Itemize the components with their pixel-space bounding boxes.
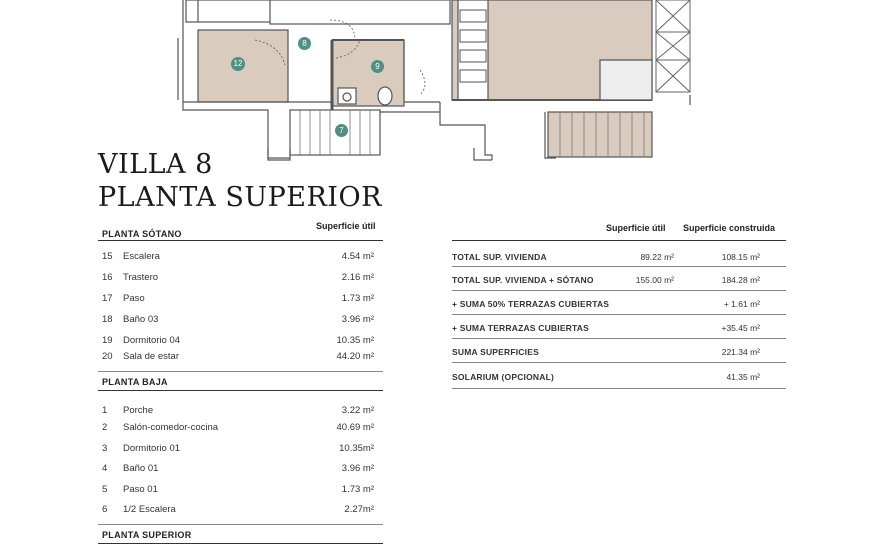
row-name: Dormitorio 04: [123, 335, 181, 346]
summary-row: [452, 275, 764, 289]
row-number: 1: [102, 405, 108, 416]
row-number: 16: [102, 272, 113, 283]
row-name: Paso 01: [123, 484, 158, 495]
row-area: 44.20 m²: [336, 351, 374, 362]
row-name: Paso: [123, 293, 145, 304]
row-area: 2.27m²: [344, 504, 374, 515]
summary-util: 155.00 m²: [635, 275, 674, 285]
row-number: 19: [102, 335, 113, 346]
title-line-2: PLANTA SUPERIOR: [98, 182, 382, 213]
divider: [452, 338, 786, 339]
table-row: [102, 272, 374, 286]
summary-row: [452, 323, 764, 337]
summary-row: [452, 347, 764, 361]
summary-label: TOTAL SUP. VIVIENDA: [452, 252, 547, 262]
row-number: 4: [102, 463, 108, 474]
summary-row: [452, 299, 764, 313]
title-line-1: VILLA 8: [98, 149, 213, 180]
row-name: Escalera: [123, 251, 160, 262]
summary-label: + SUMA TERRAZAS CUBIERTAS: [452, 323, 589, 333]
row-name: Porche: [123, 405, 154, 416]
divider: [98, 524, 383, 525]
row-area: 40.69 m²: [336, 422, 374, 433]
row-number: 17: [102, 293, 113, 304]
row-name: Trastero: [123, 272, 159, 283]
row-area: 3.96 m²: [341, 314, 374, 325]
row-area: 10.35 m²: [336, 335, 374, 346]
table-row: [102, 335, 374, 349]
row-number: 20: [102, 351, 113, 362]
table-row: [102, 314, 374, 328]
row-name: Sala de estar: [123, 351, 179, 362]
row-number: 6: [102, 504, 108, 515]
summary-construida: 221.34 m²: [721, 347, 760, 357]
row-area: 1.73 m²: [341, 484, 374, 495]
divider: [98, 371, 383, 372]
row-name: Dormitorio 01: [123, 443, 181, 454]
table-row: [102, 251, 374, 265]
right-header-util: Superficie útil: [606, 223, 666, 233]
divider: [452, 362, 786, 363]
summary-row: [452, 372, 764, 386]
row-area: 3.96 m²: [341, 463, 374, 474]
summary-label: SOLARIUM (OPCIONAL): [452, 372, 555, 382]
row-name: 1/2 Escalera: [123, 504, 176, 515]
page-title: [98, 148, 382, 214]
floor-plan: [0, 0, 870, 165]
row-number: 18: [102, 314, 113, 325]
summary-row: [452, 252, 764, 266]
section-heading-superior: PLANTA SUPERIOR: [102, 530, 192, 540]
room-badge-7-label: 7: [339, 126, 344, 135]
divider: [452, 240, 786, 241]
row-number: 15: [102, 251, 113, 262]
room-badge-9: [371, 60, 384, 73]
summary-label: + SUMA 50% TERRAZAS CUBIERTAS: [452, 299, 610, 309]
divider: [452, 266, 786, 267]
summary-construida: +35.45 m²: [721, 323, 760, 333]
divider: [98, 240, 383, 241]
table-row: [102, 463, 374, 477]
row-area: 1.73 m²: [341, 293, 374, 304]
table-row: [102, 484, 374, 498]
row-area: 10.35m²: [339, 443, 374, 454]
divider: [452, 314, 786, 315]
row-number: 5: [102, 484, 108, 495]
row-name: Baño 01: [123, 463, 159, 474]
summary-label: TOTAL SUP. VIVIENDA + SÓTANO: [452, 275, 594, 285]
divider: [452, 290, 786, 291]
row-area: 3.22 m²: [341, 405, 374, 416]
summary-construida: 108.15 m²: [721, 252, 760, 262]
summary-construida: 184.28 m²: [721, 275, 760, 285]
row-number: 3: [102, 443, 108, 454]
right-header-construida: Superficie construida: [683, 223, 776, 233]
section-heading-baja: PLANTA BAJA: [102, 377, 168, 387]
summary-construida: + 1.61 m²: [723, 299, 760, 309]
room-badge-9-label: 9: [375, 62, 380, 71]
summary-label: SUMA SUPERFICIES: [452, 347, 539, 357]
table-row: [102, 504, 374, 518]
summary-construida: 41.35 m²: [726, 372, 760, 382]
section-heading-sotano: PLANTA SÓTANO: [102, 229, 182, 239]
table-row: [102, 422, 374, 436]
row-area: 4.54 m²: [341, 251, 374, 262]
room-badge-12-label: 12: [233, 59, 243, 68]
left-column-header: Superficie útil: [316, 221, 376, 231]
divider: [452, 388, 786, 389]
room-badge-8: [298, 37, 311, 50]
room-badge-7: [335, 124, 348, 137]
table-row: [102, 443, 374, 457]
table-row: [102, 293, 374, 307]
row-area: 2.16 m²: [341, 272, 374, 283]
summary-util: 89.22 m²: [640, 252, 674, 262]
divider: [98, 390, 383, 391]
room-badge-12: [231, 57, 245, 71]
table-row: [102, 405, 374, 419]
row-name: Baño 03: [123, 314, 159, 325]
row-number: 2: [102, 422, 108, 433]
table-row: [102, 351, 374, 365]
row-name: Salón-comedor-cocina: [123, 422, 219, 433]
divider: [98, 543, 383, 544]
room-badge-8-label: 8: [302, 39, 307, 48]
